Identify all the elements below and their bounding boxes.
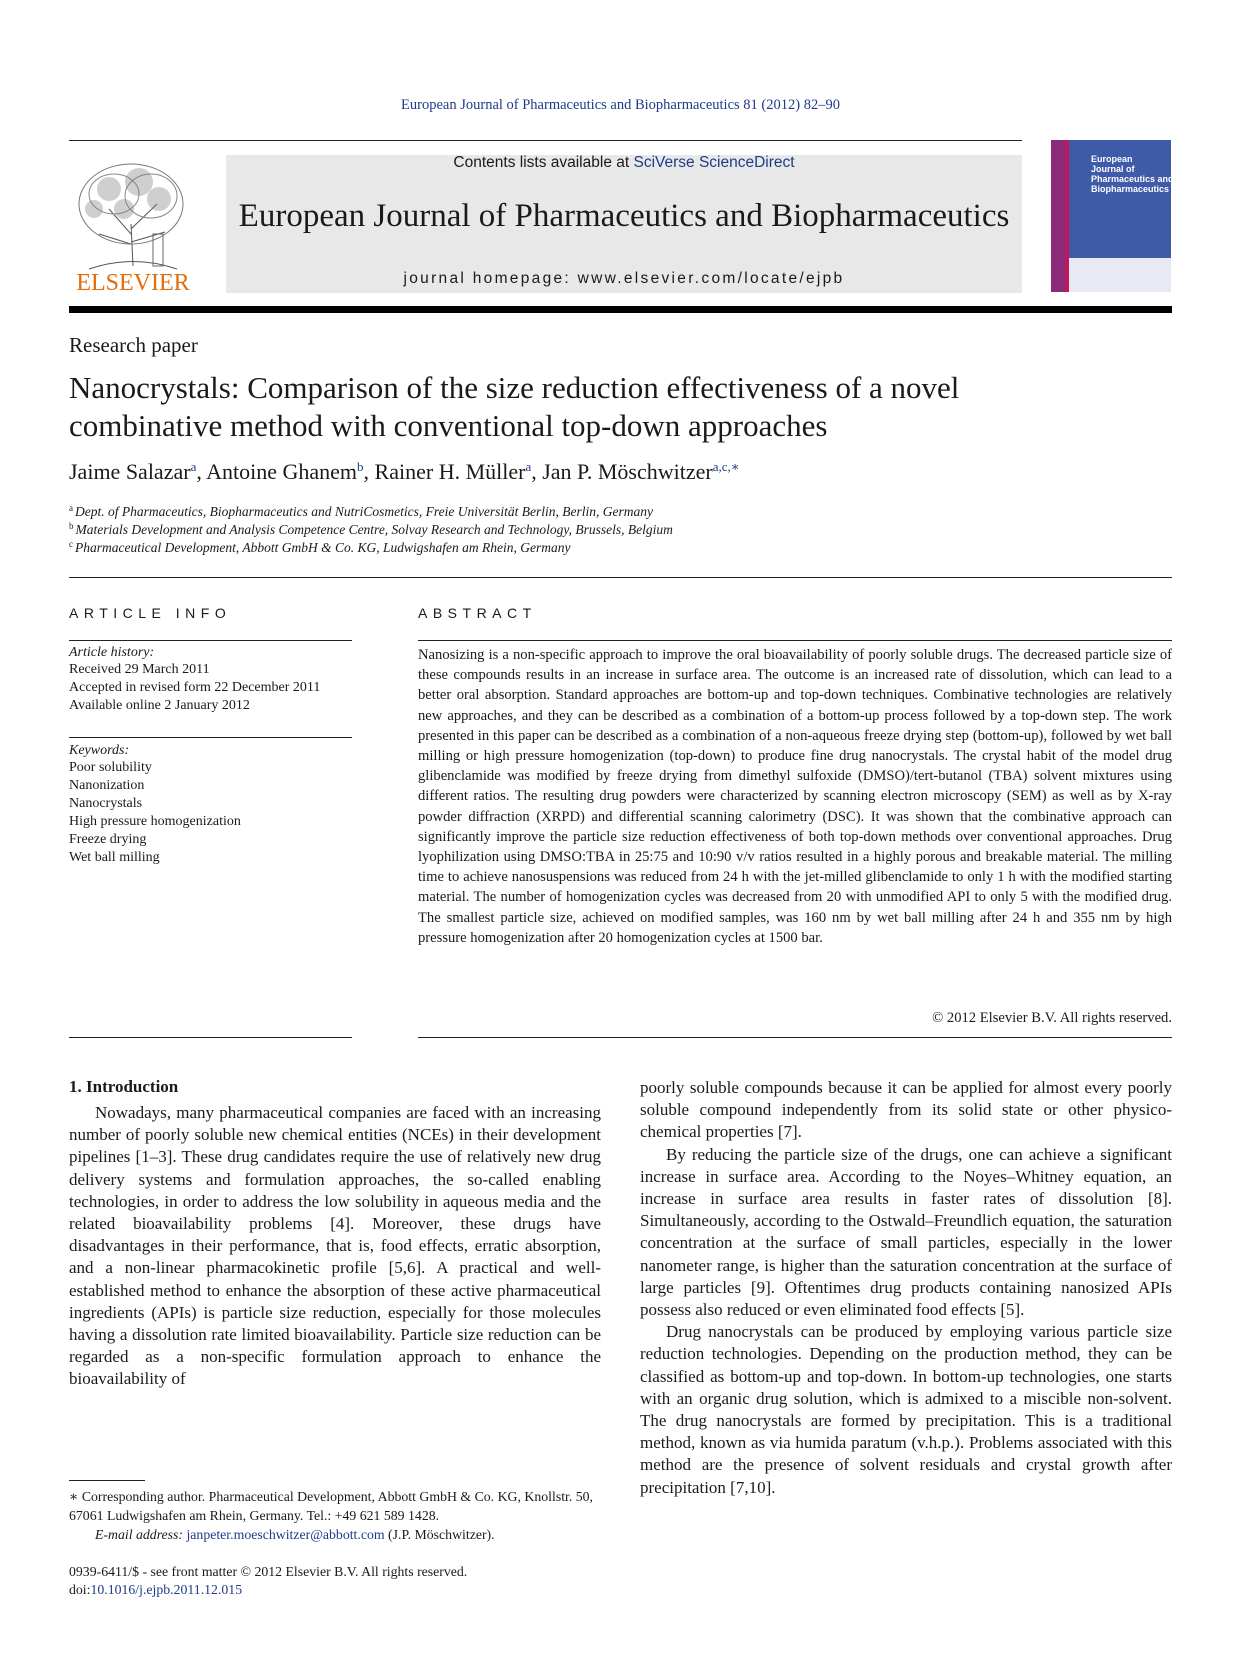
footnote-rule	[69, 1480, 145, 1481]
author-list: Jaime Salazar$^a$, Antoine Ghanem$^b$, Rainer H. Müller$^a$, Jan P. Möschwitzer$^{a,c,∗}$	[69, 459, 740, 484]
footnote: ∗ Corresponding author. Pharmaceutical Development, Abbott GmbH & Co. KG, Knollstr. 50, 67061 Ludwigshafen am Rhein, Germany. Tel.: +49 621 589 1428. E-mail address: janpeter.moeschwitzer@abbott.com (J.P. Möschwitzer).	[69, 1487, 601, 1544]
abstract-bottom-rule	[418, 1037, 1172, 1038]
affiliation: $^c$ Pharmaceutical Development, Abbott GmbH & Co. KG, Ludwigshafen am Rhein, Germany	[69, 539, 571, 555]
elsevier-wordmark: ELSEVIER	[76, 270, 190, 294]
abstract-text: Nanosizing is a non-specific approach to improve the oral bioavailability of poorly soluble drugs. The decreased particle size of these compounds results in an increase in surface area. The outcome is an increased rate of dissolution, which can lead to a better oral absorption. Standard approaches are bottom-up and top-down techniques. Combinative technologies are relatively new approaches, and they can be described as a combination of a bottom-up process followed by a top-down step. The work presented in this paper can be described as a combination of a non-aqueous freeze drying step (bottom-up), followed by wet ball milling or high pressure homogenization (top-down) to produce fine drug nanocrystals. The crystal habit of the model drug glibenclamide was modified by freeze drying from dimethyl sulfoxide (DMSO)/tert-butanol (TBA) solvent mixtures using different ratios. The resulting drug powders were characterized by scanning electron microscopy (SEM) as well as by X-ray powder diffraction (XRPD) and differential scanning calorimetry (DSC). It was shown that the combinative approach can significantly improve the particle size reduction effectiveness of both top-down methods over conventional approaches. Drug lyophilization using DMSO:TBA in 25:75 and 10:90 v/v ratios resulted in a highly porous and breakable material. The milling time to achieve nanosuspensions was reduced from 24 h with the jet-milled glibenclamide to only 1 h with the modified starting material. The number of homogenization cycles was decreased from 20 with unmodified API to only 5 with the modified drug. The smallest particle size, achieved on modified samples, was 160 nm by wet ball milling after 24 h and 355 nm by high pressure homogenization after 20 homogenization cycles at 1500 bar.	[418, 647, 1172, 946]
header-rule	[69, 140, 1022, 141]
journal-cover[interactable]	[1051, 140, 1171, 292]
keywords: Keywords: Poor solubility Nanonization Nanocrystals High pressure homogenization Freeze drying Wet ball milling	[69, 743, 352, 867]
info-rule	[69, 640, 352, 641]
info-rule	[69, 737, 352, 738]
affiliation: $^b$ Materials Development and Analysis Competence Centre, Solvay Research and Technology, Brussels, Belgium	[69, 521, 673, 537]
article-title: Nanocrystals: Comparison of the size reduction effectiveness of a novel combinative method with conventional top-down approaches	[69, 370, 960, 443]
header-thick-rule	[69, 306, 1172, 313]
journal-homepage[interactable]: journal homepage: www.elsevier.com/locate/ejpb	[403, 270, 845, 287]
article-type: Research paper	[69, 333, 198, 357]
author-name[interactable]: Jaime Salazar	[69, 459, 191, 484]
paragraph: Drug nanocrystals can be produced by employing various particle size reduction technologies. Depending on the production method, they can be classified as bottom-up and top-down. In bottom-up technologies, one starts with an organic drug solution, which is admixed to a miscible non-solvent. The drug nanocrystals are formed by precipitation. This is a traditional method, known as via humida paratum (v.h.p.). Problems associated with this method are the presence of solvent residuals and crystal growth after precipitation [7,10].	[640, 1322, 1172, 1497]
keyword: High pressure homogenization	[69, 814, 241, 829]
author-name[interactable]: Rainer H. Müller	[374, 459, 526, 484]
elsevier-logo	[69, 154, 197, 294]
abstract-heading: ABSTRACT	[418, 605, 537, 621]
section-heading: 1. Introduction	[69, 1077, 179, 1096]
sciencedirect-link[interactable]: SciVerse ScienceDirect	[633, 154, 795, 171]
copyright: © 2012 Elsevier B.V. All rights reserved.	[932, 1010, 1172, 1026]
corresponding-author: ∗ Corresponding author. Pharmaceutical Development, Abbott GmbH & Co. KG, Knollstr. 50, 67061 Ludwigshafen am Rhein, Germany. Tel.: +49 621 589 1428.	[69, 1489, 594, 1523]
email-link[interactable]: janpeter.moeschwitzer@abbott.com	[186, 1527, 385, 1542]
history-item: Accepted in revised form 22 December 2011	[69, 680, 321, 695]
body-column-right	[640, 1077, 1172, 1499]
section-rule	[69, 577, 1172, 578]
paragraph: poorly soluble compounds because it can be applied for almost every poorly soluble compound independently from its solid state or other physico-chemical properties [7].	[640, 1078, 1172, 1142]
article-history: Article history: Received 29 March 2011 Accepted in revised form 22 December 2011 Available online 2 January 2012	[69, 645, 352, 715]
keyword: Freeze drying	[69, 832, 147, 847]
author-name[interactable]: Antoine Ghanem	[206, 459, 358, 484]
history-item: Received 29 March 2011	[69, 662, 210, 677]
affiliation: $^a$ Dept. of Pharmaceutics, Biopharmaceutics and NutriCosmetics, Freie Universität Berlin, Berlin, Germany	[69, 503, 654, 519]
paragraph: Nowadays, many pharmaceutical companies are faced with an increasing number of poorly soluble new chemical entities (NCEs) in their development pipelines [1–3]. These drug candidates require the use of relatively new drug delivery systems and formulation approaches, the so-called enabling technologies, in order to address the low solubility in aqueous media and the related bioavailability problems [4]. Moreover, these drugs have disadvantages in their performance, that is, food effects, erratic absorption, and a non-linear pharmacokinetic profile [5,6]. A practical and well-established method to enhance the absorption of these active pharmaceutical ingredients (APIs) is particle size reduction, especially for those molecules having a dissolution rate limited bioavailability. Particle size reduction can be regarded as a non-specific formulation approach to enhance the bioavailability of	[69, 1103, 601, 1389]
keyword: Nanocrystals	[69, 796, 143, 811]
issn-line: 0939-6411/$ - see front matter © 2012 Elsevier B.V. All rights reserved.	[69, 1564, 468, 1579]
svg-text:Biopharmaceutics: Biopharmaceutics	[1091, 184, 1170, 194]
journal-name: European Journal of Pharmaceutics and Biopharmaceutics	[238, 198, 1010, 234]
keyword: Nanonization	[69, 778, 145, 793]
body-column-left	[69, 1102, 601, 1391]
keyword: Poor solubility	[69, 760, 152, 775]
svg-text:Pharmaceutics and: Pharmaceutics and	[1091, 174, 1171, 184]
svg-text:European: European	[1091, 154, 1133, 164]
doi-link[interactable]: 10.1016/j.ejpb.2011.12.015	[90, 1582, 243, 1597]
article-info-heading: ARTICLE INFO	[69, 605, 232, 621]
keyword: Wet ball milling	[69, 850, 160, 865]
paragraph: By reducing the particle size of the drugs, one can achieve a significant increase in surface area. According to the Noyes–Whitney equation, an increase in surface area results in faster rates of dissolution [8]. Simultaneously, according to the Ostwald–Freundlich equation, the saturation concentration at the surface of small particles, especially in the lower nanometer range, is higher than the saturation concentration at the surface of large particles [9]. Oftentimes drug products containing nanosized APIs possess also reduced or even eliminated food effects [5].	[640, 1144, 1172, 1320]
info-bottom-rule	[69, 1037, 352, 1038]
abstract-rule	[418, 640, 1172, 641]
bottom-meta: 0939-6411/$ - see front matter © 2012 Elsevier B.V. All rights reserved. doi:10.1016/j.ejpb.2011.12.015	[69, 1564, 468, 1597]
history-item: Available online 2 January 2012	[69, 698, 250, 713]
journal-citation[interactable]: European Journal of Pharmaceutics and Biopharmaceutics 81 (2012) 82–90	[401, 97, 840, 113]
svg-text:Journal of: Journal of	[1091, 164, 1135, 174]
author-name[interactable]: Jan P. Möschwitzer	[542, 459, 713, 484]
contents-line: Contents lists available at SciVerse ScienceDirect	[453, 154, 795, 171]
